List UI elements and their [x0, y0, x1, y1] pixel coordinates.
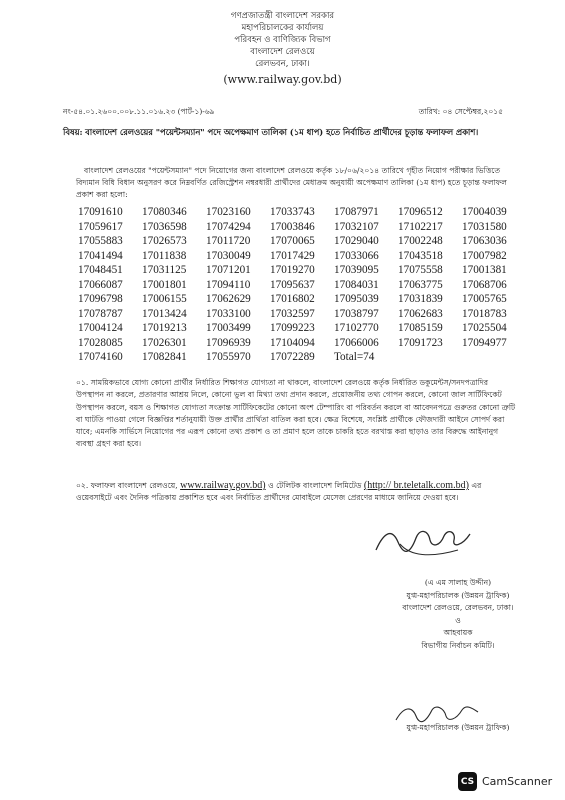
roll-number: 17004039	[462, 206, 507, 218]
roll-number: 17025504	[462, 322, 507, 334]
roll-number: 17033066	[334, 249, 379, 262]
roll-number: 17075558	[398, 264, 443, 276]
header-line-5: রেলভবন, ঢাকা।	[255, 59, 310, 69]
signatory-1-name: (এ এম সালাহ উদ্দীন)	[424, 578, 492, 587]
roll-number: 17041494	[78, 249, 123, 262]
camscanner-watermark	[458, 772, 552, 791]
intro-paragraph: বাংলাদেশ রেলওয়ের "পয়েন্টসম্যান" পদে নিয়োগের জন্য বাংলাদেশ রেলওয়ে কর্তৃক ১৮/০৬/২০১৪ তারিখে গৃহীত নিয়োগ পরীক্ষার ভিত্তিতে বিদ্যমান বিধি বিধান অনুসরণ করে নিম্নবর্ণিত রেজিস্ট্রেশন নম্বরধারী প্রার্থীদের মেধাক্রম অনুযায়ী অপেক্ষমাণ তালিকা (১ম ধাপ) হতে চূড়ান্ত ফলাফল প্রকাশ করা হলো:	[76, 166, 507, 199]
memo-reference: নং-৫৪.০১.২৬০০.০০৮.১১.০১৬.২৩ (পার্ট-১)-৬৯	[63, 107, 215, 116]
roll-number: 17078787	[78, 307, 123, 320]
roll-number: 17096512	[398, 206, 443, 218]
roll-number: 17099223	[270, 322, 315, 334]
roll-number: 17019213	[142, 322, 187, 334]
roll-number: 17043518	[398, 249, 443, 262]
roll-number: 17055970	[206, 351, 251, 363]
roll-number: 17091610	[78, 206, 123, 218]
roll-number: 17068706	[462, 278, 507, 291]
roll-number: 17033743	[270, 206, 315, 218]
roll-number: 17006155	[142, 293, 187, 305]
roll-number: 17028085	[78, 336, 123, 349]
roll-number: 17026301	[142, 336, 187, 349]
header-line-2: মহাপরিচালকের কার্যালয়	[241, 23, 324, 33]
roll-number: 17104094	[270, 336, 315, 349]
roll-number: 17063775	[398, 278, 443, 291]
roll-number: 17005765	[462, 293, 507, 305]
roll-number: 17001381	[462, 264, 507, 276]
roll-number: 17026573	[142, 235, 187, 247]
roll-number: 17048451	[78, 264, 123, 276]
header-url: (www.railway.gov.bd)	[223, 73, 342, 86]
roll-number: 17084031	[334, 278, 379, 291]
para2-prefix: ০২. ফলাফল বাংলাদেশ রেলওয়ে,	[76, 481, 178, 490]
roll-number: 17036598	[142, 220, 187, 233]
roll-number: 17019270	[270, 264, 315, 276]
signatory-2-title: যুগ্ম-মহাপরিচালক (উন্নয়ন ট্রাফিক)	[406, 723, 510, 732]
roll-number: 17066006	[334, 336, 379, 349]
roll-number: 17032597	[270, 307, 315, 320]
teletalk-website-link[interactable]: (http:// br.teletalk.com.bd)	[363, 480, 469, 491]
roll-number: 17066087	[78, 278, 123, 291]
roll-number: 17011720	[206, 235, 251, 247]
roll-number: 17091723	[398, 336, 443, 349]
signatory-1-block	[368, 577, 548, 652]
roll-number: 17013424	[142, 307, 187, 320]
subject-line	[63, 126, 518, 138]
subject-label: বিষয়:	[63, 127, 83, 137]
roll-number: 17062629	[206, 293, 251, 305]
roll-number-table	[78, 205, 518, 365]
signatory-1-committee: বিভাগীয় নির্বাচন কমিটি।	[421, 640, 495, 650]
roll-number: 17055883	[78, 235, 123, 247]
camscanner-label: CamScanner	[482, 775, 553, 788]
signatory-1-org: বাংলাদেশ রেলওয়ে, রেলভবন, ঢাকা।	[402, 603, 514, 612]
signatory-2-block	[388, 722, 528, 735]
roll-number: 17018783	[462, 307, 507, 320]
roll-number: 17072289	[270, 351, 315, 363]
roll-number: 17080346	[142, 206, 187, 218]
signatory-1-conj: ও	[455, 615, 461, 625]
roll-number: 17062683	[398, 307, 443, 320]
roll-number: 17001801	[142, 278, 187, 291]
roll-number: 17095637	[270, 278, 315, 291]
roll-number: 17007982	[462, 249, 507, 262]
condition-paragraph-2	[76, 480, 518, 505]
roll-number: 17102217	[398, 220, 443, 233]
roll-number: 17102770	[334, 322, 379, 334]
roll-number: 17038797	[334, 307, 379, 320]
roll-number: 17087971	[334, 206, 379, 218]
roll-number: 17011838	[142, 249, 187, 262]
roll-number: 17071201	[206, 264, 251, 276]
header-line-3: পরিবহন ও বাণিজ্যিক বিভাগ	[234, 35, 331, 45]
roll-number: 17039095	[334, 264, 379, 276]
roll-number: 17074294	[206, 220, 251, 233]
roll-number: 17059617	[78, 220, 123, 233]
signatory-1-role: আহবায়ক	[443, 628, 473, 637]
railway-website-link[interactable]: www.railway.gov.bd)	[180, 480, 266, 491]
roll-number: 17063036	[462, 235, 507, 247]
roll-number: 17096939	[206, 336, 251, 349]
roll-number: 17030049	[206, 249, 251, 262]
roll-number: 17074160	[78, 351, 123, 363]
memo-date: তারিখ: ০৪ সেপ্টেম্বর,২০১৫	[418, 107, 503, 116]
roll-number: 17096798	[78, 293, 123, 305]
signature-1	[370, 520, 480, 560]
roll-number: 17031125	[142, 264, 187, 276]
roll-number: 17016802	[270, 293, 315, 305]
camscanner-icon: CS	[458, 772, 477, 791]
roll-number: Total=74	[334, 351, 375, 363]
roll-number: 17095039	[334, 293, 379, 305]
roll-number: 17004124	[78, 322, 123, 334]
roll-number: 17033100	[206, 307, 251, 320]
roll-number: 17017429	[270, 249, 315, 262]
roll-number: 17085159	[398, 322, 443, 334]
roll-number: 17070065	[270, 235, 315, 247]
header-line-1: গণপ্রজাতন্ত্রী বাংলাদেশ সরকার	[230, 11, 335, 21]
para2-middle: ও টেলিটক বাংলাদেশ লিমিটেড	[268, 481, 362, 490]
para2-suffix: এর ওয়েবসাইটে এবং দৈনিক পত্রিকায় প্রকাশিত হবে এবং নির্বাচিত প্রার্থীদের মোবাইলে মেসেজ প্রেরণের মাধ্যমে জানিয়ে দেওয়া হবে।	[76, 481, 482, 503]
roll-number: 17082841	[142, 351, 187, 363]
signatory-1-title: যুগ্ম-মহাপরিচালক (উন্নয়ন ট্রাফিক)	[406, 590, 510, 600]
roll-number: 17002248	[398, 235, 443, 247]
roll-number: 17031839	[398, 293, 443, 305]
roll-number: 17003846	[270, 220, 315, 233]
roll-number: 17003499	[206, 322, 251, 334]
roll-number: 17032107	[334, 220, 379, 233]
roll-number: 17094977	[462, 336, 507, 349]
header-line-4: বাংলাদেশ রেলওয়ে	[250, 47, 315, 57]
roll-number: 17031580	[462, 220, 507, 233]
roll-number: 17023160	[206, 206, 251, 218]
roll-number: 17029040	[334, 235, 379, 247]
condition-paragraph-1: ০১. সাময়িকভাবে যোগ্য কোনো প্রার্থীর নির্ধারিত শিক্ষাগত যোগ্যতা না থাকলে, বাংলাদেশ রেলওয়ে কর্তৃক নির্ধারিত ডকুমেন্টস/সনদপত্রাদির উপস্থাপন না করলে, প্রতারণার আশ্রয় নিলে, কোনো ভুল বা মিথ্যা তথ্য প্রদান করলে, প্রয়োজনীয় তথ্য গোপন করলে, কোনো জাল সার্টিফিকেট উপস্থাপন করলে, বয়স ও শিক্ষাগত যোগ্যতা সংক্রান্ত সার্টিফিকেটের কোনো অংশ টেম্পারিং বা পরিবর্তন করলে বা আবেদনপত্রে গুরুতর কোনো ত্রুটি বা ঘাটতি পাওয়া গেলে বিজ্ঞপ্তির শর্তানুযায়ী উক্ত প্রার্থীর প্রার্থিতা বাতিল করা হবে। ক্ষেত্র বিশেষে, সংশ্লিষ্ট প্রার্থীকে ফৌজদারী আইনে সোপর্দ করা যাবে; এমনকি সার্ভিসে নিয়োগের পর এরূপ কোনো তথ্য প্রকাশ ও তা প্রমাণ হলে তাকে চাকরি হতে বরখাস্ত করা ছাড়াও তার বিরুদ্ধে আইনানুগ ব্যবস্থা গ্রহণ করা হবে।	[76, 378, 516, 449]
roll-number: 17094110	[206, 278, 251, 291]
subject-text: বাংলাদেশ রেলওয়ের "পয়েন্টসম্যান" পদে অপেক্ষমাণ তালিকা (১ম ধাপ) হতে নির্বাচিত প্রার্থীদের চূড়ান্ত ফলাফল প্রকাশ।	[85, 127, 479, 137]
letterhead	[0, 10, 565, 87]
